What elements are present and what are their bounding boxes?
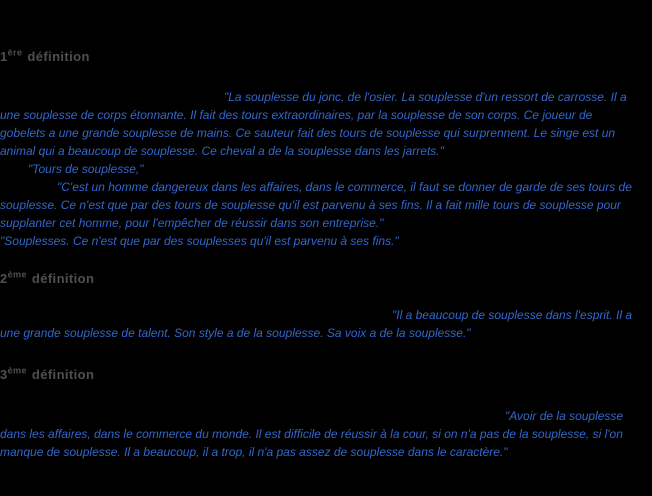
quote-line: "Tours de souplesse," — [28, 162, 144, 176]
definition-3-heading-label: définition — [31, 367, 95, 382]
definition-1-ordinal-suffix: ère — [7, 47, 23, 58]
definition-1-heading-label: définition — [27, 49, 90, 64]
definition-3-ordinal-suffix: ème — [7, 365, 27, 376]
quote-line: souplesse. Ce n'est que par des tours de souplesse qu'il est parvenu à ses fins. Il a fait mille tours de souplesse pour — [0, 198, 621, 212]
quote-line: "Souplesses. Ce n'est que par des souplesses qu'il est parvenu à ses fins." — [0, 234, 399, 248]
quote-line: "C'est un homme dangereux dans les affaires, dans le commerce, il faut se donner de garde de ses tours de — [57, 180, 632, 194]
quote-line: manque de souplesse. Il a beaucoup, il a trop, il n'a pas assez de souplesse dans le caractère." — [0, 445, 508, 459]
quote-line: dans les affaires, dans le commerce du monde. Il est difficile de réussir à la cour, si on n'a pas de la souplesse, si l'on — [0, 427, 623, 441]
quote-line: supplanter cet homme, pour l'empêcher de réussir dans son entreprise." — [0, 216, 384, 230]
definition-2-ordinal: 2 — [0, 271, 8, 286]
definition-2-ordinal-suffix: ème — [7, 269, 27, 280]
quote-line: animal qui a beaucoup de souplesse. Ce cheval a de la souplesse dans les jarrets." — [0, 144, 444, 158]
definition-3-ordinal: 3 — [0, 367, 8, 382]
quote-line: "La souplesse du jonc, de l'osier. La souplesse d'un ressort de carrosse. Il a — [224, 90, 627, 104]
definition-2-examples — [0, 306, 652, 342]
quote-line: une grande souplesse de talent. Son style a de la souplesse. Sa voix a de la souplesse." — [0, 326, 471, 340]
quote-line: "Avoir de la souplesse — [505, 409, 624, 423]
definition-1-examples — [0, 88, 652, 250]
definition-3-examples — [0, 407, 652, 461]
definition-3-heading — [0, 366, 94, 384]
quote-line: gobelets a une grande souplesse de mains. Ce sauteur fait des tours de souplesse qui surprennent. Le singe est un — [0, 126, 616, 140]
definition-2-heading — [0, 270, 94, 288]
quote-line: "Il a beaucoup de souplesse dans l'esprit. Il a — [392, 308, 633, 322]
definition-1-ordinal: 1 — [0, 49, 8, 64]
quote-line: une souplesse de corps étonnante. Il fait des tours extraordinaires, par la souplesse de son corps. Ce joueur de — [0, 108, 593, 122]
definition-2-heading-label: définition — [31, 271, 95, 286]
definition-1-heading — [0, 48, 90, 66]
